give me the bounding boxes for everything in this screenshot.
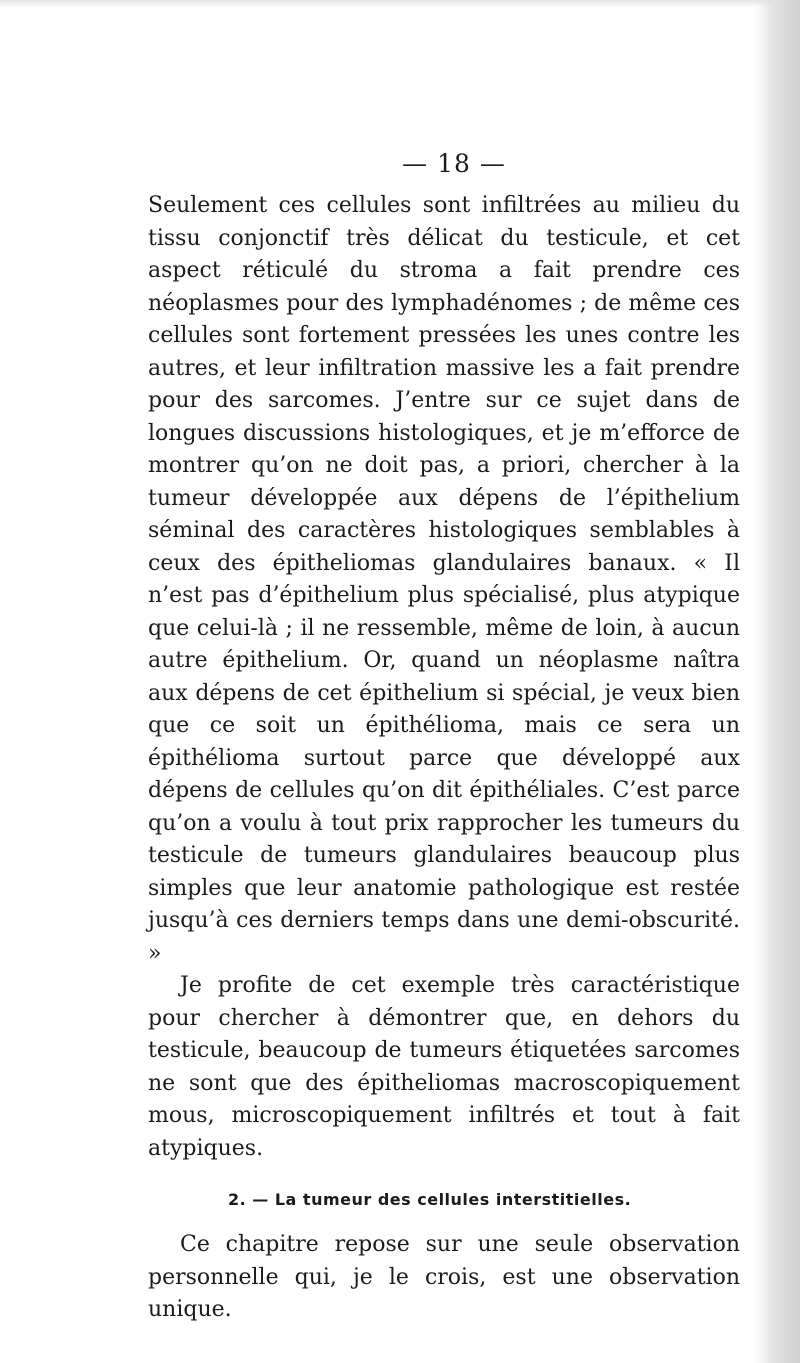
page-edge-shadow [754, 0, 800, 1363]
section-heading: 2. — La tumeur des cellules interstitielles. [228, 1190, 632, 1209]
paragraph-1: Seulement ces cellules sont infiltrées au milieu du tissu conjonctif très délicat du testicule, et cet aspect réticulé du stroma a fait prendre ces néoplasmes pour des lymphadénomes ; de même ces cellules sont fortement pressées les unes contre les autres, et leur infiltration massive les a fait prendre pour des sarcomes. J’entre sur ce sujet dans de longues discussions histologiques, et je m’efforce de montrer qu’on ne doit pas, a priori, chercher à la tumeur développée aux dépens de l’épithelium séminal des caractères histologiques semblables à ceux des épitheliomas glandulaires banaux. « Il n’est pas d’épithelium plus spécialisé, plus atypique que celui-là ; il ne ressemble, même de loin, à aucun autre épithelium. Or, quand un néoplasme naîtra aux dépens de cet épithelium si spécial, je veux bien que ce soit un épithélioma, mais ce sera un épithélioma surtout parce que développé aux dépens de cellules qu’on dit épithéliales. C’est parce qu’on a voulu à tout prix rapprocher les tumeurs du testicule de tumeurs glandulaires beaucoup plus simples que leur anatomie pathologique est restée jusqu’à ces derniers temps dans une demi-obscurité. » [148, 193, 740, 966]
page-top-shade [0, 0, 800, 8]
book-page [148, 148, 740, 1327]
paragraph-2: Je profite de cet exemple très caractéristique pour chercher à démontrer que, en dehors du testicule, beaucoup de tumeurs étiquetées sarcomes ne sont que des épitheliomas macroscopiquement mous, microscopiquement infiltrés et tout à fait atypiques. [148, 973, 740, 1161]
paragraph-3: Ce chapitre repose sur une seule observation personnelle qui, je le crois, est une observation unique. [148, 1232, 740, 1322]
page-number: — 18 — [402, 149, 506, 178]
